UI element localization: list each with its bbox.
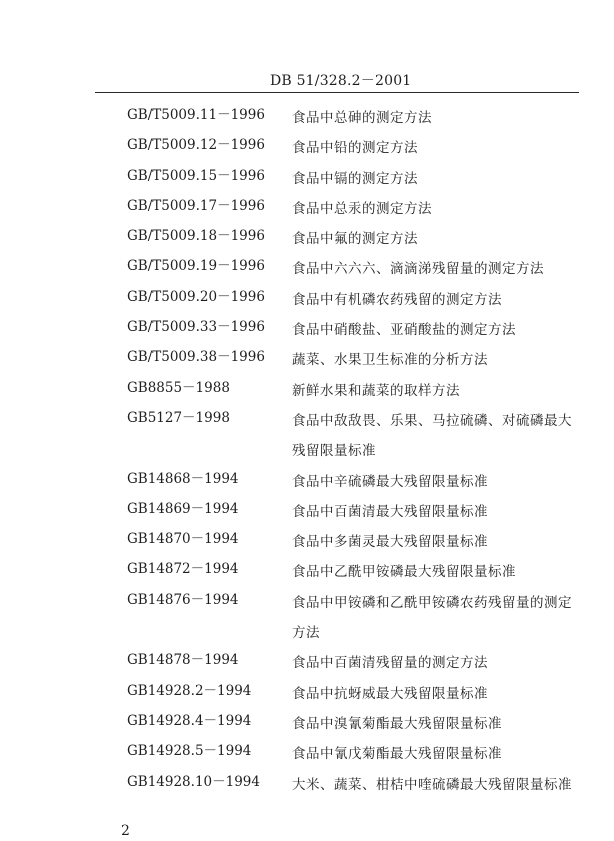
standard-title: 食品中溴氰菊酯最大残留限量标准 [292, 715, 502, 732]
standard-code: GB/T5009.17－1996 [127, 197, 265, 214]
standard-code: GB8855－1988 [127, 379, 230, 396]
standard-code: GB14878－1994 [127, 652, 239, 669]
standard-title: 食品中百菌清残留量的测定方法 [292, 655, 488, 672]
standard-code: GB/T5009.12－1996 [127, 137, 265, 154]
standard-row [0, 406, 614, 467]
standards-list [0, 103, 614, 800]
standard-code: GB/T5009.20－1996 [127, 288, 265, 305]
standard-code: GB/T5009.18－1996 [127, 228, 265, 245]
standard-row [0, 194, 614, 224]
standard-code: GB14928.10－1994 [127, 773, 260, 790]
standard-code: GB/T5009.38－1996 [127, 349, 265, 366]
standard-code: GB/T5009.15－1996 [127, 167, 265, 184]
standard-title: 食品中百菌清最大残留限量标准 [292, 503, 488, 520]
standard-code: GB14928.5－1994 [127, 743, 252, 760]
standard-row [0, 285, 614, 315]
standard-row [0, 557, 614, 587]
header-rule [95, 92, 579, 93]
standard-row [0, 527, 614, 557]
standard-title: 食品中镉的测定方法 [292, 170, 418, 187]
standard-code: GB14869－1994 [127, 500, 239, 517]
standard-code: GB/T5009.33－1996 [127, 319, 265, 336]
standard-title: 食品中乙酰甲铵磷最大残留限量标准 [292, 564, 516, 581]
standard-row [0, 315, 614, 345]
standard-code: GB14870－1994 [127, 531, 239, 548]
standard-title: 新鲜水果和蔬菜的取样方法 [292, 382, 460, 399]
standard-title: 食品中总汞的测定方法 [292, 200, 432, 217]
standard-row [0, 345, 614, 375]
standard-row [0, 224, 614, 254]
standard-row [0, 497, 614, 527]
standard-row [0, 376, 614, 406]
standard-code: GB14868－1994 [127, 470, 239, 487]
standard-title: 食品中甲铵磷和乙酰甲铵磷农药残留量的测定方法 [292, 594, 572, 642]
standard-title: 食品中氟的测定方法 [292, 231, 418, 248]
standard-code: GB14876－1994 [127, 591, 239, 608]
standard-row [0, 588, 614, 649]
standard-title: 食品中氰戊菊酯最大残留限量标准 [292, 746, 502, 763]
standard-row [0, 254, 614, 284]
standard-code: GB14872－1994 [127, 561, 239, 578]
standard-title: 食品中总砷的测定方法 [292, 110, 432, 126]
standard-title: 食品中抗蚜威最大残留限量标准 [292, 685, 488, 702]
standard-row [0, 739, 614, 769]
standard-title: 蔬菜、水果卫生标准的分析方法 [292, 352, 488, 369]
standard-title: 食品中硝酸盐、亚硝酸盐的测定方法 [292, 322, 516, 339]
standard-title: 食品中辛硫磷最大残留限量标准 [292, 473, 488, 490]
standard-code: GB/T5009.19－1996 [127, 258, 265, 275]
standard-title: 大米、蔬菜、柑桔中喹硫磷最大残留限量标准 [292, 776, 572, 793]
standard-row [0, 679, 614, 709]
standard-row [0, 648, 614, 678]
standard-code: GB14928.2－1994 [127, 682, 252, 699]
document-header-code: DB 51/328.2－2001 [270, 73, 412, 89]
standard-row [0, 133, 614, 163]
standard-row [0, 709, 614, 739]
standard-row [0, 164, 614, 194]
page-number: 2 [121, 823, 130, 839]
standard-row [0, 467, 614, 497]
standard-title: 食品中铅的测定方法 [292, 140, 418, 157]
standard-title: 食品中敌敌畏、乐果、马拉硫磷、对硫磷最大残留限量标准 [292, 412, 572, 460]
standard-row [0, 770, 614, 800]
standard-title: 食品中有机磷农药残留的测定方法 [292, 291, 502, 308]
standard-code: GB/T5009.11－1996 [127, 107, 265, 123]
standard-code: GB5127－1998 [127, 409, 230, 426]
standard-title: 食品中多菌灵最大残留限量标准 [292, 534, 488, 551]
standard-code: GB14928.4－1994 [127, 712, 252, 729]
standard-title: 食品中六六六、滴滴涕残留量的测定方法 [292, 261, 544, 278]
standard-row [0, 103, 614, 133]
